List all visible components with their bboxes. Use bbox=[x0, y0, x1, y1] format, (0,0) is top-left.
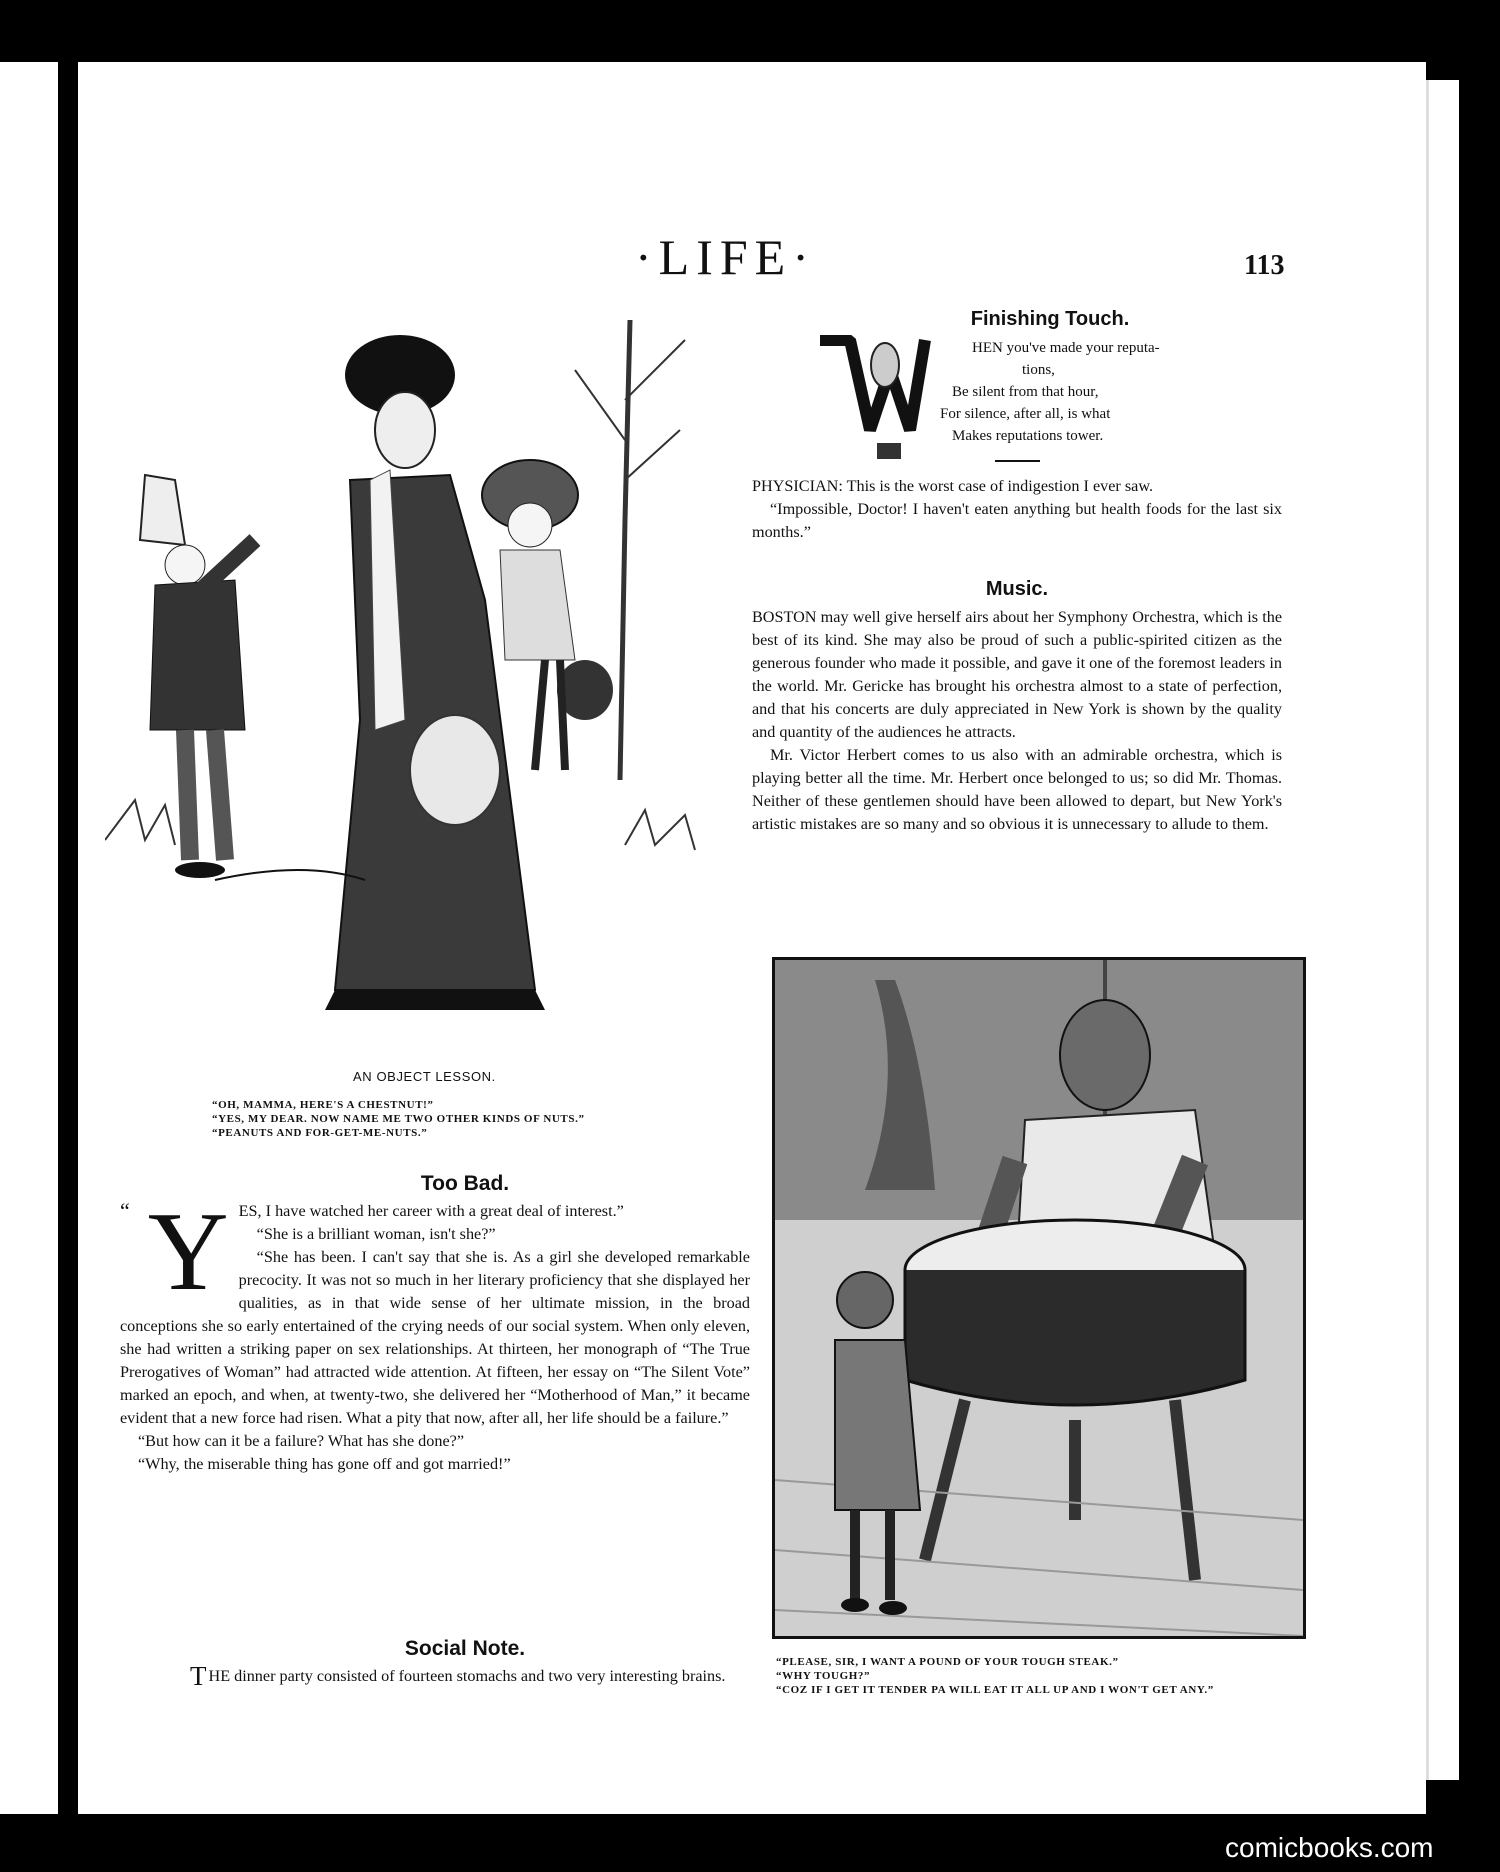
watermark: comicbooks.com bbox=[1225, 1832, 1434, 1863]
music-para-2: Mr. Victor Herbert comes to us also with an admirable orchestra, which is playing better all the time. Mr. Herbert once belonged to us; so did Mr. Thomas. Neither of these gentlemen should have been allowed to depart, but New York's artistic mistakes are so many and so obvious it is unnecessary to allude to them. bbox=[752, 746, 1282, 833]
poem-line: HEN you've made your reputa- bbox=[972, 340, 1160, 356]
object-lesson-illustration bbox=[105, 300, 745, 1060]
object-lesson-caption bbox=[212, 1098, 585, 1140]
finishing-touch-title: Finishing Touch. bbox=[970, 308, 1130, 330]
poem-line: tions, bbox=[1022, 362, 1055, 378]
poem-line: For silence, after all, is what bbox=[940, 406, 1111, 422]
finishing-touch-poem bbox=[940, 337, 1240, 447]
social-note-title: Social Note. bbox=[404, 1637, 526, 1660]
page-number: 113 bbox=[1244, 250, 1285, 281]
too-bad-para-2: “She is a brilliant woman, isn't she?” bbox=[256, 1225, 496, 1243]
too-bad-para-5: “Why, the miserable thing has gone off and got married!” bbox=[138, 1455, 511, 1473]
too-bad-para-4: “But how can it be a failure? What has she done?” bbox=[138, 1432, 465, 1450]
dropcap-t: T bbox=[190, 1661, 207, 1691]
music-para-1: BOSTON may well give herself airs about her Symphony Orchestra, which is the best of its kind. She may also be proud of such a public-spirited citizen as the generous founder who made it possible, and gave it one of the foremost leaders in the world. Mr. Gericke has brought his orchestra almost to a state of perfection, and that his concerts are duly appreciated in New York is shown by the quality and quantity of the audiences he attracts. bbox=[752, 608, 1282, 741]
poem-line: Be silent from that hour, bbox=[952, 384, 1099, 400]
dropcap-y: “ bbox=[120, 1198, 130, 1223]
social-note-text: THE dinner party consisted of fourteen stomachs and two very interesting brains. bbox=[190, 1661, 726, 1691]
object-lesson-title: AN OBJECT LESSON. bbox=[353, 1069, 496, 1084]
physician-line-2: “Impossible, Doctor! I haven't eaten anything but health foods for the last six months.” bbox=[752, 500, 1282, 541]
masthead: ·LIFE· bbox=[635, 229, 816, 285]
caption-line: “WHY TOUGH?” bbox=[776, 1670, 871, 1682]
adjacent-page-edge bbox=[0, 62, 58, 1814]
physician-joke bbox=[752, 475, 1282, 544]
tough-steak-caption bbox=[776, 1655, 1296, 1697]
caption-line: “COZ IF I GET IT TENDER PA WILL EAT IT ALL UP AND I WON'T GET ANY.” bbox=[776, 1684, 1214, 1696]
too-bad-article bbox=[120, 1190, 750, 1476]
music-title: Music. bbox=[985, 578, 1049, 600]
page-edge-right bbox=[1426, 80, 1459, 1780]
tough-steak-illustration bbox=[772, 957, 1306, 1639]
poem-line: Makes reputations tower. bbox=[952, 428, 1104, 444]
owl-dropcap-w bbox=[815, 335, 935, 465]
too-bad-para-1: ES, I have watched her career with a great deal of interest.” bbox=[238, 1202, 624, 1220]
caption-line: “YES, MY DEAR. NOW NAME ME TWO OTHER KINDS OF NUTS.” bbox=[212, 1113, 585, 1125]
dropcap-y-letter: Y bbox=[147, 1190, 229, 1314]
music-article bbox=[752, 606, 1282, 836]
caption-line: “PLEASE, SIR, I WANT A POUND OF YOUR TOUGH STEAK.” bbox=[776, 1656, 1119, 1668]
too-bad-para-3: “She has been. I can't say that she is. As a girl she developed remarkable precocity. It was not so much in her literary proficiency that she displayed her qualities, as in that wide sense of her ultimate mission, in the broad conceptions she so early entertained of the crying needs of our social system. When only eleven, she had written a striking paper on sex relationships. At thirteen, her monograph of “The True Prerogatives of Woman” had attracted wide attention. At fifteen, her essay on “The Silent Vote” marked an epoch, and when, at twenty-two, she delivered her “Motherhood of Man,” it became evident that a new force had risen. What a pity that now, after all, her life should be a failure.” bbox=[120, 1248, 750, 1427]
physician-line-1: PHYSICIAN: This is the worst case of indigestion I ever saw. bbox=[752, 477, 1154, 495]
too-bad-title: Too Bad. bbox=[420, 1172, 510, 1195]
caption-line: “PEANUTS AND FOR-GET-ME-NUTS.” bbox=[212, 1127, 428, 1139]
divider bbox=[995, 460, 1040, 462]
caption-line: “OH, MAMMA, HERE'S A CHESTNUT!” bbox=[212, 1099, 434, 1111]
